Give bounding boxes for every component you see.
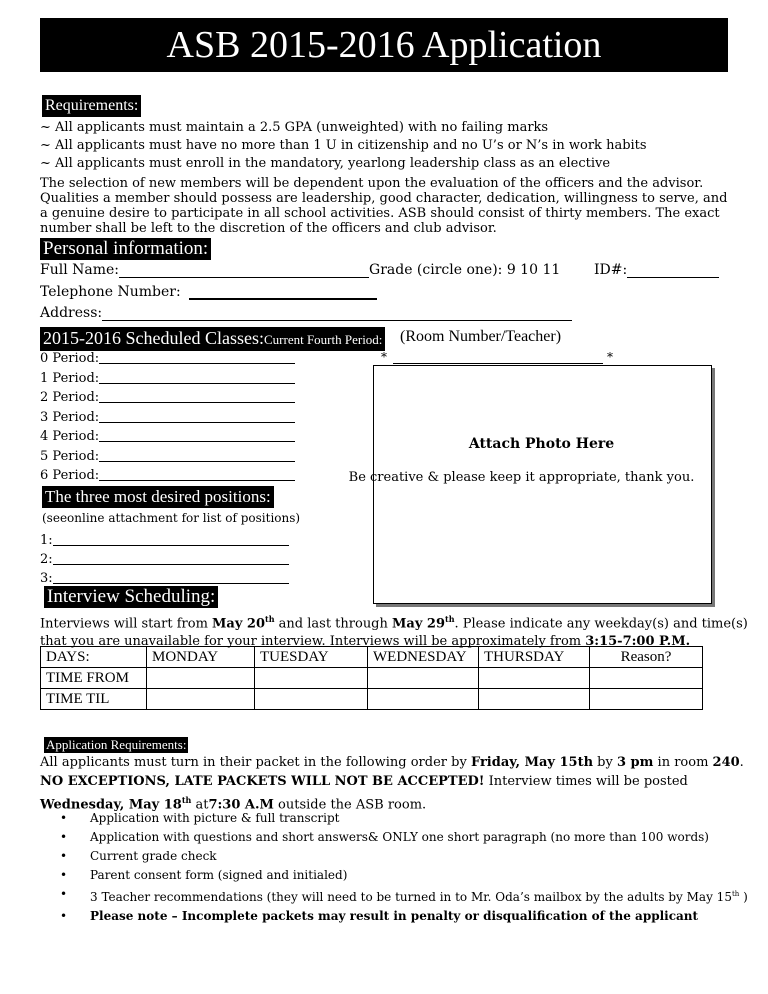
period-row bbox=[40, 369, 295, 389]
table-cell[interactable] bbox=[590, 689, 703, 710]
row-label: TIME TIL bbox=[41, 689, 147, 710]
position-label: 2: bbox=[40, 552, 53, 567]
app-req-text-part: in room bbox=[653, 755, 713, 770]
classes-heading bbox=[40, 327, 385, 351]
list-item: • Parent consent form (signed and initialed) bbox=[60, 866, 748, 885]
ordinal-suffix: th bbox=[445, 614, 455, 624]
requirements-bullet-list bbox=[60, 809, 748, 926]
list-item-text: 3 Teacher recommendations (they will need to be turned in to Mr. Oda’s mailbox by the adults by May 15 bbox=[90, 890, 732, 904]
table-header-row bbox=[41, 647, 703, 668]
classes-heading-text: 2015-2016 Scheduled Classes: bbox=[43, 328, 264, 348]
list-item: • Application with questions and short answers& ONLY one short paragraph (no more than 100 words) bbox=[60, 828, 748, 847]
period-row bbox=[40, 466, 295, 486]
list-item bbox=[60, 885, 748, 907]
table-header-cell: MONDAY bbox=[147, 647, 255, 668]
interview-schedule-table bbox=[40, 646, 703, 710]
row-label: TIME FROM bbox=[41, 668, 147, 689]
period-label: 1 Period: bbox=[40, 370, 100, 386]
list-item: • Current grade check bbox=[60, 847, 748, 866]
period-row bbox=[40, 408, 295, 428]
app-req-text-part: outside the ASB room. bbox=[273, 797, 427, 813]
full-name-field[interactable] bbox=[119, 263, 369, 278]
requirement-item: ~ All applicants must have no more than 1 U in citizenship and no U’s or N’s in work habits bbox=[40, 138, 647, 153]
deadline-time: 3 pm bbox=[616, 755, 654, 770]
room-teacher-label: (Room Number/Teacher) bbox=[400, 328, 562, 345]
period-field[interactable] bbox=[99, 466, 295, 481]
table-header-cell: Reason? bbox=[590, 647, 703, 668]
table-cell[interactable] bbox=[147, 689, 255, 710]
deadline-date: Friday, May 15th bbox=[470, 755, 594, 770]
period-label: 0 Period: bbox=[40, 351, 100, 366]
table-cell[interactable] bbox=[479, 689, 590, 710]
unavailable-word: unavailable bbox=[124, 634, 201, 650]
ordinal-suffix: th bbox=[265, 614, 275, 624]
period-field[interactable] bbox=[99, 388, 295, 403]
interview-text-part: and last through bbox=[274, 616, 393, 632]
id-field[interactable] bbox=[627, 263, 719, 278]
current-fourth-label: Current Fourth Period: bbox=[263, 332, 383, 347]
position-row bbox=[40, 550, 289, 569]
table-header-cell: DAYS: bbox=[41, 647, 147, 668]
interview-text-part: for your interview. Interviews will be approximately from bbox=[200, 634, 586, 650]
app-req-text-part: by bbox=[593, 755, 617, 770]
no-exceptions-warning: NO EXCEPTIONS, LATE PACKETS WILL NOT BE ACCEPTED! bbox=[40, 774, 485, 789]
interview-end-date: May 29 bbox=[392, 616, 445, 632]
list-item-text: ) bbox=[739, 890, 748, 904]
period-field[interactable] bbox=[99, 369, 295, 384]
position-field[interactable] bbox=[53, 531, 289, 546]
telephone-field[interactable] bbox=[189, 284, 377, 300]
requirements-heading: Requirements: bbox=[42, 95, 141, 117]
id-row bbox=[594, 262, 719, 278]
table-header-cell: WEDNESDAY bbox=[368, 647, 479, 668]
interview-text-part: Interviews will start from bbox=[40, 616, 213, 632]
full-name-row bbox=[40, 262, 560, 278]
interview-text-part: that you are bbox=[40, 634, 125, 650]
interview-start-date: May 20 bbox=[212, 616, 266, 632]
telephone-row bbox=[40, 284, 377, 300]
period-field[interactable] bbox=[99, 427, 295, 442]
period-row bbox=[40, 447, 295, 467]
period-label: 2 Period: bbox=[40, 390, 100, 405]
position-label: 3: bbox=[40, 571, 53, 586]
period-label: 6 Period: bbox=[40, 468, 100, 483]
positions-list bbox=[40, 531, 289, 588]
period-field[interactable] bbox=[99, 349, 295, 364]
address-field[interactable] bbox=[102, 306, 572, 321]
periods-list bbox=[40, 349, 295, 486]
positions-heading: The three most desired positions: bbox=[42, 486, 274, 508]
ordinal-suffix: th bbox=[181, 795, 192, 805]
photo-title: Attach Photo Here bbox=[468, 436, 615, 452]
list-item bbox=[60, 907, 748, 926]
period-row bbox=[40, 349, 295, 369]
interview-text-part: . Please indicate any weekday(s) and time(s) bbox=[454, 616, 748, 632]
period-row bbox=[40, 427, 295, 447]
app-requirements-heading: Application Requirements: bbox=[46, 737, 187, 752]
selection-paragraph: The selection of new members will be dependent upon the evaluation of the officers and the advisor. Qualities a member should possess are leadership, good character, dedication, willingness to serve, and a genuine desire to participate in all school activities. ASB should consist of thirty members. The exact number shall be left to the discretion of the officers and club advisor. bbox=[40, 176, 728, 236]
positions-note: (seeonline attachment for list of positions) bbox=[42, 511, 301, 525]
table-row bbox=[41, 689, 703, 710]
table-cell[interactable] bbox=[368, 668, 479, 689]
app-req-text-part: . bbox=[739, 755, 744, 770]
period-label: 5 Period: bbox=[40, 448, 100, 464]
table-cell[interactable] bbox=[255, 689, 368, 710]
position-label: 1: bbox=[40, 533, 53, 548]
personal-info-heading: Personal information: bbox=[40, 238, 211, 260]
table-cell[interactable] bbox=[255, 668, 368, 689]
grade-label: Grade (circle one): 9 10 11 bbox=[369, 262, 561, 278]
telephone-label: Telephone Number: bbox=[40, 284, 181, 300]
title-banner bbox=[40, 18, 728, 72]
interview-heading: Interview Scheduling: bbox=[44, 586, 218, 608]
posting-time: 7:30 A.M bbox=[208, 797, 274, 813]
page-title: ASB 2015-2016 Application bbox=[166, 24, 602, 66]
table-cell[interactable] bbox=[590, 668, 703, 689]
table-row bbox=[41, 668, 703, 689]
position-field[interactable] bbox=[53, 550, 289, 565]
ordinal-suffix: th bbox=[731, 890, 740, 898]
table-header-cell: TUESDAY bbox=[255, 647, 368, 668]
list-item: • Application with picture & full transcript bbox=[60, 809, 748, 828]
address-label: Address: bbox=[40, 305, 103, 321]
table-cell[interactable] bbox=[479, 668, 590, 689]
interview-time-range: 3:15-7:00 P.M. bbox=[585, 634, 691, 650]
app-requirements-text bbox=[40, 753, 744, 814]
id-label: ID#: bbox=[594, 262, 628, 278]
photo-note: Be creative & please keep it appropriate, thank you. bbox=[348, 470, 695, 485]
room-number: 240 bbox=[712, 755, 740, 770]
table-cell[interactable] bbox=[368, 689, 479, 710]
incomplete-packet-warning: Please note – Incomplete packets may result in penalty or disqualification of the applicant bbox=[90, 909, 699, 923]
period-field[interactable] bbox=[99, 408, 295, 423]
period-label: 3 Period: bbox=[40, 409, 100, 425]
table-cell[interactable] bbox=[147, 668, 255, 689]
position-row bbox=[40, 531, 289, 550]
full-name-label: Full Name: bbox=[40, 262, 120, 278]
star-mark: * bbox=[607, 350, 613, 364]
period-row bbox=[40, 388, 295, 408]
address-row bbox=[40, 305, 572, 321]
requirement-item: ~ All applicants must enroll in the mandatory, yearlong leadership class as an elective bbox=[40, 156, 611, 171]
star-mark: * bbox=[381, 350, 387, 364]
current-fourth-field[interactable] bbox=[393, 349, 603, 364]
app-req-text-part: Interview times will be posted bbox=[484, 774, 688, 789]
requirement-item: ~ All applicants must maintain a 2.5 GPA (unweighted) with no failing marks bbox=[40, 120, 549, 135]
app-req-text-part: All applicants must turn in their packet in the following order by bbox=[40, 755, 471, 770]
period-field[interactable] bbox=[99, 447, 295, 462]
period-label: 4 Period: bbox=[40, 429, 100, 444]
table-header-cell: THURSDAY bbox=[479, 647, 590, 668]
app-req-text-part: at bbox=[191, 797, 209, 813]
posting-date: Wednesday, May 18 bbox=[40, 797, 182, 813]
position-field[interactable] bbox=[53, 569, 289, 584]
